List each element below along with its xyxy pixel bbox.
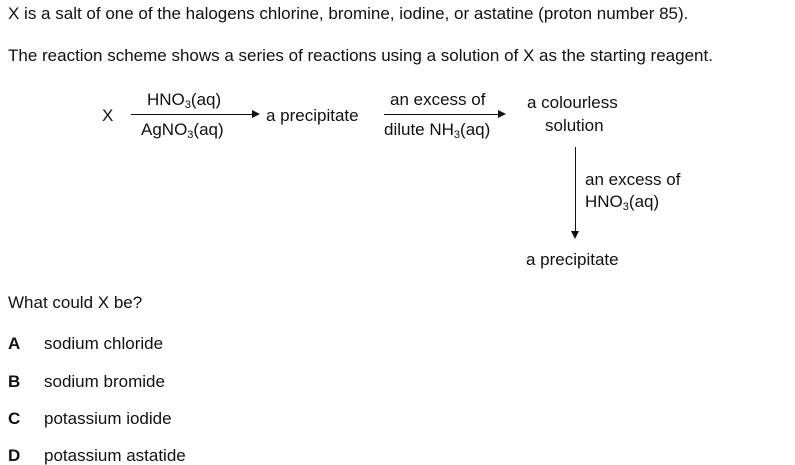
option-a[interactable] (8, 334, 164, 353)
arrow-2-shaft (384, 114, 500, 115)
arrow-3-shaft (575, 147, 576, 233)
option-d[interactable] (8, 446, 186, 465)
step1-reagent-top: $HNO_3(aq)$ (147, 90, 222, 111)
step2-reagent-bottom: dilute $NH_3(aq)$ (384, 120, 491, 141)
option-letter: D (8, 446, 21, 465)
option-letter: A (8, 334, 21, 353)
arrow-2-head-icon (498, 110, 506, 118)
question-text: What could X be? (8, 293, 143, 312)
intro-line-2: The reaction scheme shows a series of reactions using a solution of X as the starting reagent. (8, 46, 713, 65)
option-text: potassium iodide (44, 409, 172, 428)
arrow-1-shaft (131, 114, 254, 115)
step2-reagent-top: an excess of (390, 90, 486, 109)
step1-reagent-bottom: AgNO$_3$(aq) (141, 120, 224, 141)
intro-line-1: X is a salt of one of the halogens chlorine, bromine, iodine, or astatine (proton number 85). (8, 4, 689, 23)
option-text: sodium bromide (44, 372, 165, 391)
reagent-x: X (102, 106, 114, 125)
product-precipitate-1: a precipitate (266, 106, 359, 125)
product-colourless-line-1: a colourless (527, 93, 618, 112)
option-text: potassium astatide (44, 446, 186, 465)
product-colourless-line-2: solution (545, 116, 604, 135)
option-letter: C (8, 409, 21, 428)
option-letter: B (8, 372, 21, 391)
option-b[interactable] (8, 372, 165, 391)
step3-reagent-line-2: $HNO_3(aq)$ (585, 192, 660, 213)
arrow-3-head-icon (571, 231, 579, 239)
option-c[interactable] (8, 409, 172, 428)
option-text: sodium chloride (44, 334, 164, 353)
product-precipitate-2: a precipitate (526, 250, 619, 269)
step3-reagent-line-1: an excess of (585, 170, 681, 189)
arrow-1-head-icon (252, 110, 260, 118)
